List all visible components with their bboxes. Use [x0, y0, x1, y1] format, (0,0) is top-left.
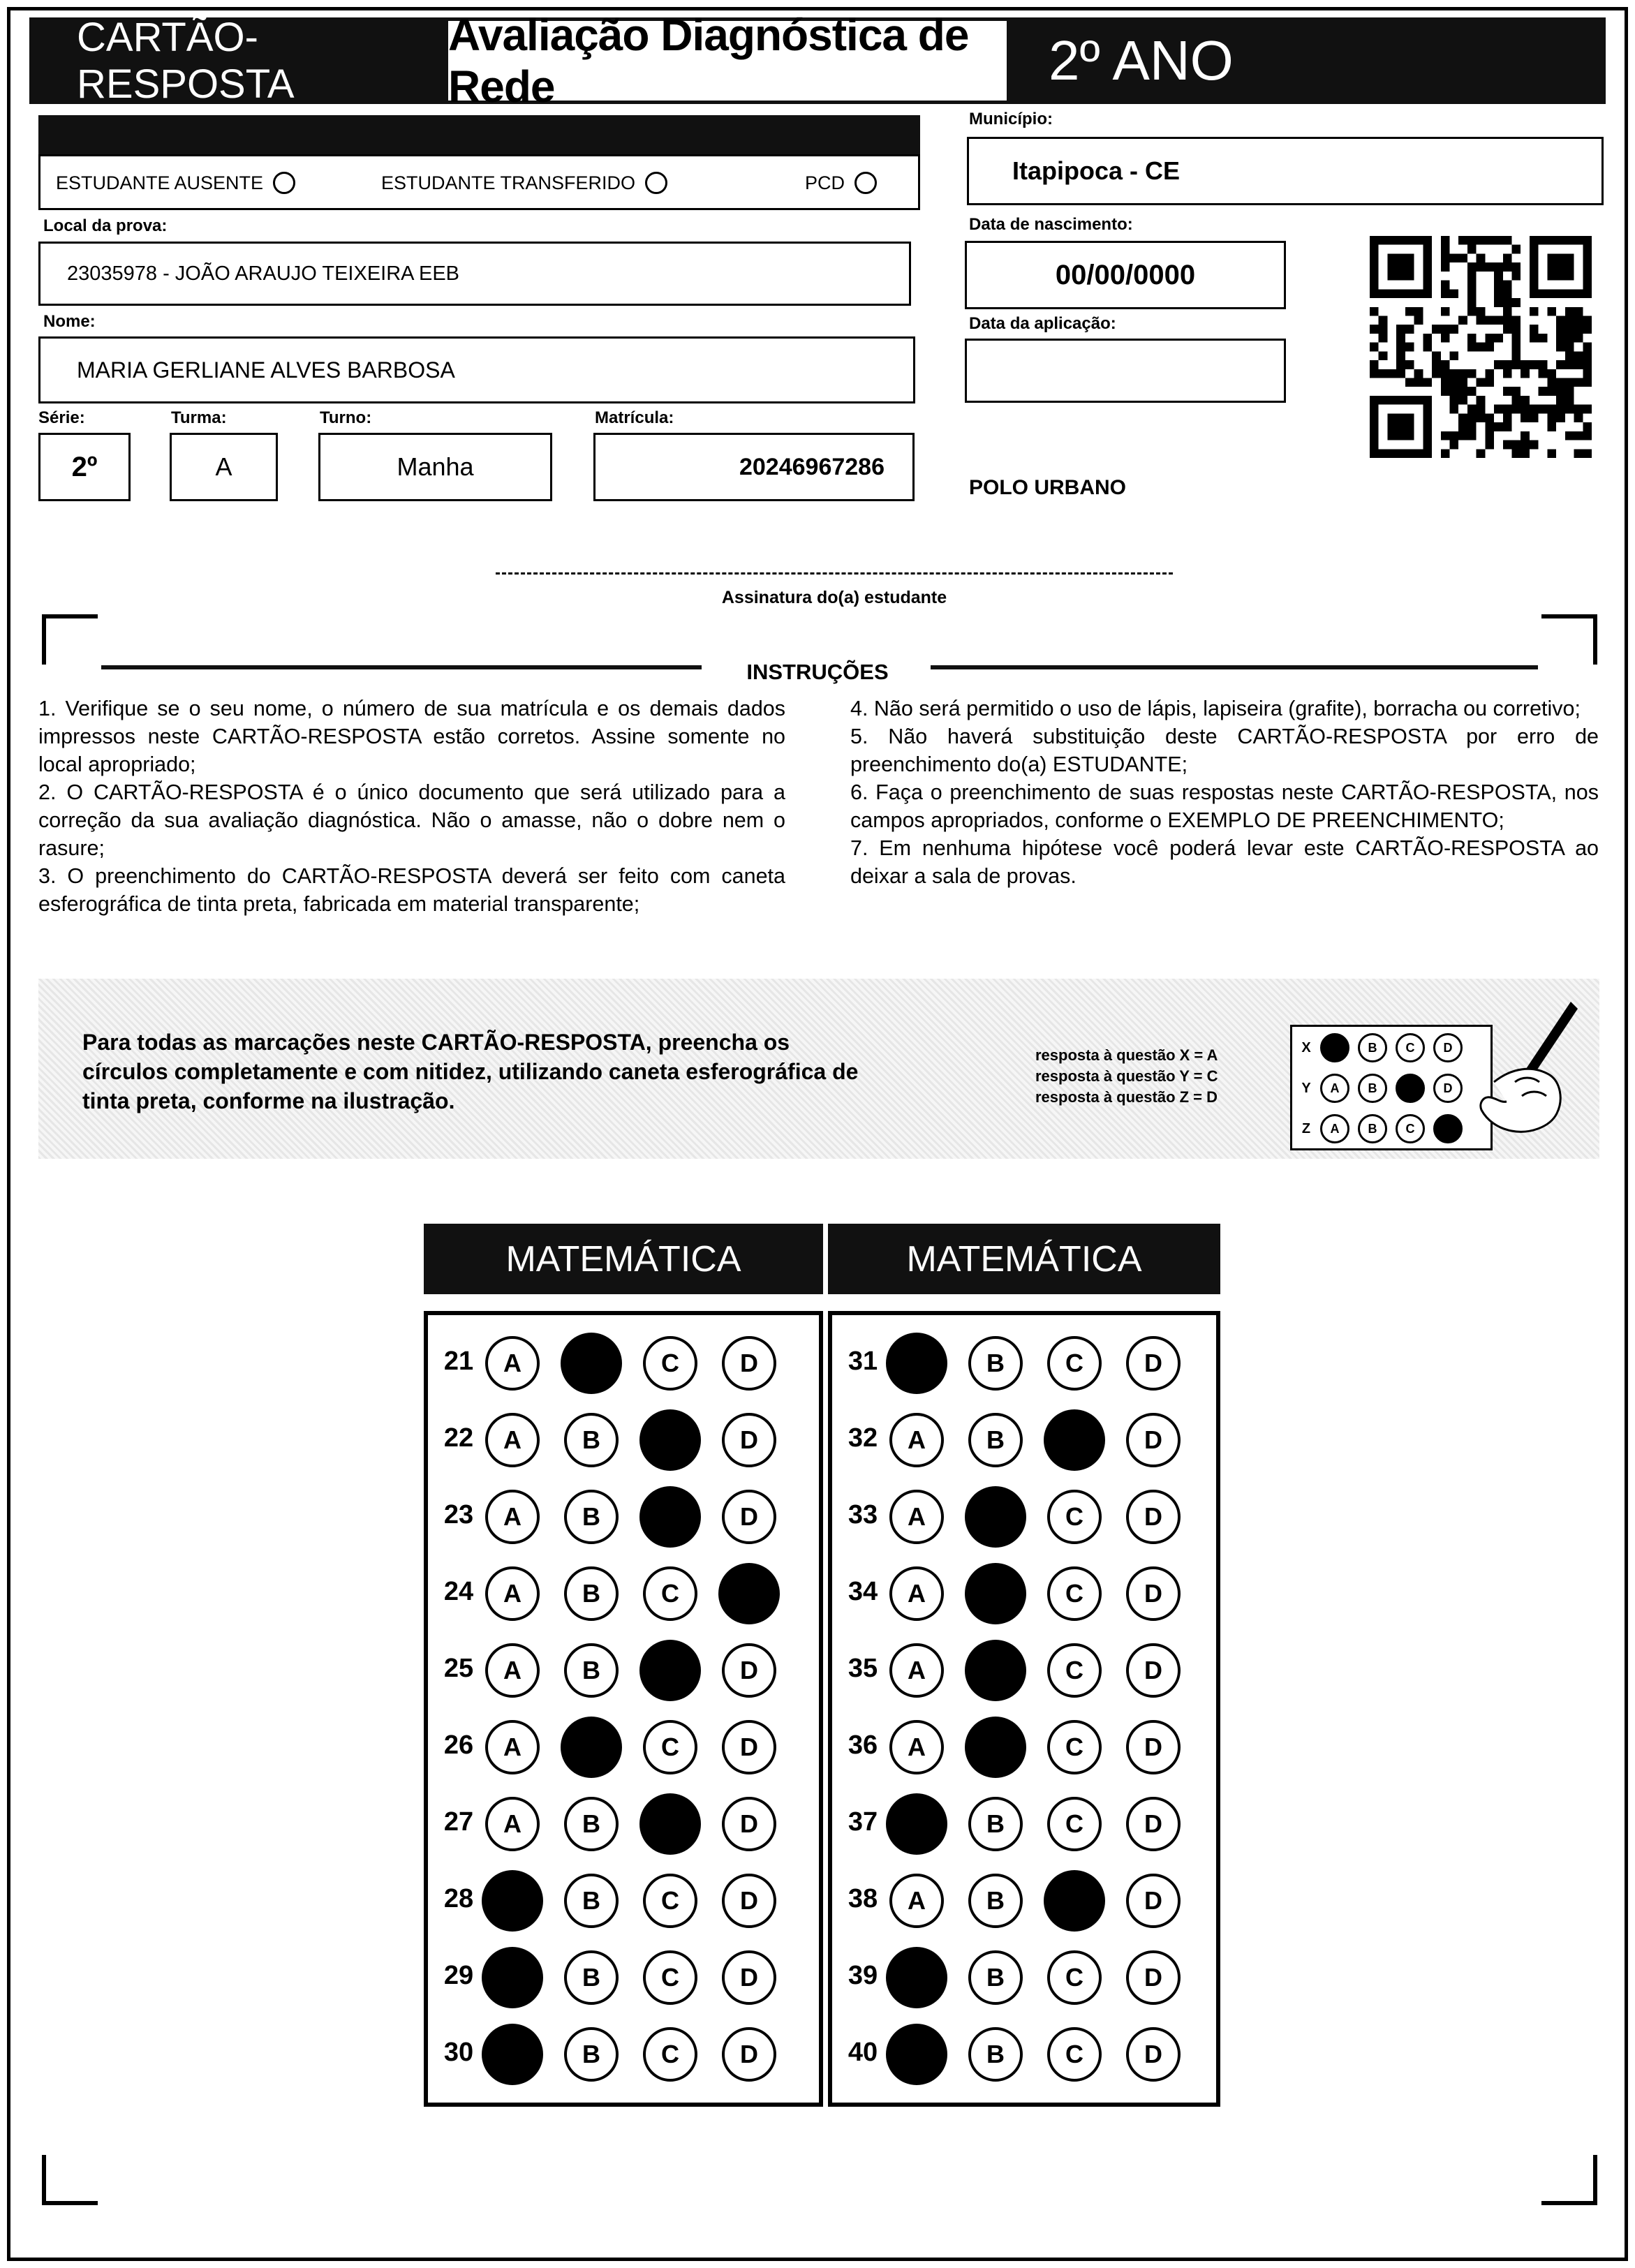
example-row	[1292, 1108, 1490, 1150]
status-transferred[interactable]	[381, 172, 667, 194]
answer-bubble-d[interactable]: D	[1126, 1797, 1181, 1851]
status-absent[interactable]	[56, 172, 295, 194]
example-bubble: A	[1320, 1074, 1349, 1103]
question-number: 38	[848, 1884, 878, 1913]
answer-bubble-b[interactable]	[965, 1717, 1026, 1778]
hand-pen-icon	[1473, 998, 1585, 1145]
status-box	[38, 154, 920, 210]
nascimento-field	[965, 241, 1286, 309]
answer-bubble-b[interactable]: B	[564, 1874, 619, 1928]
answer-bubble-c[interactable]: C	[643, 1720, 697, 1774]
answer-bubble-a[interactable]: A	[485, 1566, 540, 1621]
status-bar	[38, 115, 920, 154]
question-number: 35	[848, 1654, 878, 1683]
name-value: MARIA GERLIANE ALVES BARBOSA	[77, 357, 455, 383]
example-bubble: A	[1320, 1114, 1349, 1143]
answer-bubble-d[interactable]: D	[1126, 1566, 1181, 1621]
question-number: 22	[443, 1423, 474, 1453]
answer-bubble-a[interactable]	[886, 1793, 947, 1855]
nascimento-value: 00/00/0000	[1055, 259, 1196, 290]
header-grade: 2º ANO	[1049, 29, 1234, 91]
answer-grid-2	[828, 1311, 1220, 2107]
example-bubble	[1396, 1074, 1425, 1103]
answer-bubble-b[interactable]: B	[968, 1797, 1023, 1851]
instruction-item: 3. O preenchimento do CARTÃO-RESPOSTA deverá ser feito com caneta esferográfica de tinta preta, fabricada em material transparente;	[38, 864, 785, 916]
answer-bubble-c[interactable]	[1044, 1870, 1105, 1932]
example-legend-item: resposta à questão Y = C	[1035, 1067, 1218, 1085]
serie-field	[38, 433, 131, 501]
question-row	[832, 1325, 1216, 1402]
answer-bubble-c[interactable]: C	[1047, 1566, 1102, 1621]
question-row	[832, 1862, 1216, 1939]
subject-header-1: MATEMÁTICA	[424, 1224, 823, 1294]
answer-bubble-b[interactable]: B	[564, 1950, 619, 2005]
answer-bubble-c[interactable]: C	[1047, 1720, 1102, 1774]
answer-bubble-b[interactable]: B	[968, 1874, 1023, 1928]
instructions-title: INSTRUÇÕES	[746, 660, 889, 684]
question-number: 29	[443, 1961, 474, 1990]
subject-header-2: MATEMÁTICA	[828, 1224, 1220, 1294]
answer-bubble-b[interactable]	[561, 1717, 622, 1778]
answer-bubble-c[interactable]	[639, 1793, 701, 1855]
question-row	[832, 1786, 1216, 1862]
answer-bubble-a[interactable]	[886, 2024, 947, 2085]
answer-bubble-a[interactable]: A	[889, 1874, 944, 1928]
answer-bubble-d[interactable]: D	[722, 1874, 776, 1928]
example-bubble: B	[1358, 1033, 1387, 1062]
status-absent-label: ESTUDANTE AUSENTE	[56, 172, 264, 193]
answer-bubble-d[interactable]: D	[1126, 1490, 1181, 1544]
matricula-label: Matrícula:	[595, 408, 674, 427]
answer-bubble-a[interactable]: A	[485, 1797, 540, 1851]
answer-bubble-d[interactable]: D	[1126, 1413, 1181, 1467]
answer-bubble-b[interactable]	[561, 1333, 622, 1394]
answer-bubble-a[interactable]: A	[889, 1566, 944, 1621]
example-bubble: D	[1433, 1074, 1463, 1103]
question-row	[428, 1632, 819, 1709]
question-row	[428, 1325, 819, 1402]
answer-bubble-c[interactable]: C	[1047, 1797, 1102, 1851]
turma-label: Turma:	[171, 408, 227, 427]
answer-bubble-a[interactable]: A	[485, 1720, 540, 1774]
answer-bubble-c[interactable]: C	[1047, 1643, 1102, 1698]
question-row	[428, 1939, 819, 2016]
answer-bubble-b[interactable]: B	[968, 1413, 1023, 1467]
question-number: 37	[848, 1807, 878, 1837]
answer-bubble-c[interactable]	[1044, 1409, 1105, 1471]
question-number: 25	[443, 1654, 474, 1683]
example-row	[1292, 1027, 1490, 1069]
question-row	[428, 2016, 819, 2093]
aplicacao-label: Data da aplicação:	[969, 314, 1116, 333]
serie-label: Série:	[38, 408, 85, 427]
example-bubble	[1320, 1033, 1349, 1062]
answer-bubble-c[interactable]: C	[643, 1874, 697, 1928]
answer-bubble-c[interactable]	[639, 1640, 701, 1701]
header-title-left: CARTÃO-RESPOSTA	[77, 15, 295, 107]
municipio-value: Itapipoca - CE	[1012, 156, 1181, 185]
answer-bubble-a[interactable]: A	[889, 1643, 944, 1698]
corner-mark-top-left	[42, 614, 98, 665]
example-bubble: C	[1396, 1114, 1425, 1143]
answer-bubble-b[interactable]: B	[564, 1643, 619, 1698]
municipio-field	[967, 137, 1604, 205]
answer-bubble-d[interactable]	[718, 1563, 780, 1624]
question-number: 31	[848, 1347, 878, 1376]
question-row	[428, 1862, 819, 1939]
turno-field	[318, 433, 552, 501]
status-pcd[interactable]	[805, 172, 877, 194]
answer-bubble-c[interactable]: C	[1047, 1336, 1102, 1391]
instruction-item: 7. Em nenhuma hipótese você poderá levar este CARTÃO-RESPOSTA ao deixar a sala de provas.	[850, 836, 1599, 888]
answer-bubble-a[interactable]	[886, 1947, 947, 2008]
nascimento-label: Data de nascimento:	[969, 215, 1133, 234]
answer-bubble-d[interactable]: D	[722, 1490, 776, 1544]
example-row-label: Y	[1301, 1080, 1311, 1096]
question-row	[428, 1555, 819, 1632]
serie-value: 2º	[71, 451, 98, 482]
instruction-item: 4. Não será permitido o uso de lápis, lapiseira (grafite), borracha ou corretivo;	[850, 697, 1581, 720]
turma-field	[170, 433, 278, 501]
example-legend	[1035, 1045, 1273, 1108]
instruction-item: 1. Verifique se o seu nome, o número de sua matrícula e os demais dados impressos neste CARTÃO-RESPOSTA estão corretos. Assine somente no local apropriado;	[38, 697, 785, 776]
status-pcd-label: PCD	[805, 172, 845, 193]
question-row	[832, 2016, 1216, 2093]
example-bubble: C	[1396, 1033, 1425, 1062]
instruction-item: 5. Não haverá substituição deste CARTÃO-RESPOSTA por erro de preenchimento do(a) ESTUDANTE;	[850, 725, 1599, 776]
answer-bubble-d[interactable]: D	[722, 2027, 776, 2082]
example-row-label: X	[1301, 1039, 1311, 1055]
question-number: 39	[848, 1961, 878, 1990]
answer-bubble-d[interactable]: D	[722, 1643, 776, 1698]
matricula-value: 20246967286	[739, 453, 885, 480]
status-absent-bubble[interactable]	[273, 172, 295, 194]
turno-label: Turno:	[320, 408, 372, 427]
answer-bubble-c[interactable]: C	[643, 1950, 697, 2005]
name-field	[38, 336, 915, 403]
answer-bubble-a[interactable]	[886, 1333, 947, 1394]
answer-bubble-b[interactable]	[965, 1563, 1026, 1624]
example-bubble: B	[1358, 1074, 1387, 1103]
question-row	[428, 1478, 819, 1555]
answer-bubble-b[interactable]	[965, 1486, 1026, 1548]
status-pcd-bubble[interactable]	[855, 172, 877, 194]
municipio-label: Município:	[969, 110, 1053, 128]
answer-bubble-a[interactable]: A	[485, 1643, 540, 1698]
answer-bubble-a[interactable]: A	[889, 1720, 944, 1774]
turma-value: A	[215, 452, 232, 481]
question-row	[832, 1709, 1216, 1786]
answer-bubble-c[interactable]: C	[643, 1336, 697, 1391]
question-number: 23	[443, 1500, 474, 1529]
example-legend-item: resposta à questão X = A	[1035, 1046, 1218, 1064]
question-number: 33	[848, 1500, 878, 1529]
answer-bubble-c[interactable]: C	[1047, 1490, 1102, 1544]
answer-bubble-d[interactable]: D	[1126, 1720, 1181, 1774]
question-row	[832, 1478, 1216, 1555]
answer-bubble-d[interactable]: D	[1126, 1643, 1181, 1698]
answer-bubble-b[interactable]: B	[564, 1797, 619, 1851]
answer-bubble-b[interactable]: B	[564, 1413, 619, 1467]
answer-bubble-a[interactable]: A	[485, 1490, 540, 1544]
question-row	[428, 1786, 819, 1862]
answer-bubble-c[interactable]	[639, 1486, 701, 1548]
answer-bubble-a[interactable]: A	[889, 1490, 944, 1544]
status-transferred-label: ESTUDANTE TRANSFERIDO	[381, 172, 636, 193]
aplicacao-field[interactable]	[965, 339, 1286, 403]
instruction-item: 6. Faça o preenchimento de suas respostas neste CARTÃO-RESPOSTA, nos campos apropriados, conforme o EXEMPLO DE PREENCHIMENTO;	[850, 780, 1599, 832]
example-bubble: D	[1433, 1033, 1463, 1062]
question-row	[428, 1402, 819, 1478]
question-row	[832, 1632, 1216, 1709]
example-row	[1292, 1067, 1490, 1109]
corner-mark-bottom-left	[42, 2155, 98, 2205]
question-number: 26	[443, 1730, 474, 1760]
example-row-label: Z	[1301, 1120, 1311, 1136]
corner-mark-top-right	[1541, 614, 1597, 665]
local-field	[38, 242, 911, 306]
answer-bubble-d[interactable]: D	[722, 1336, 776, 1391]
answer-bubble-d[interactable]: D	[1126, 1950, 1181, 2005]
answer-bubble-c[interactable]: C	[1047, 2027, 1102, 2082]
answer-bubble-c[interactable]	[639, 1409, 701, 1471]
answer-bubble-a[interactable]: A	[889, 1413, 944, 1467]
example-bubble: B	[1358, 1114, 1387, 1143]
instructions-left-column	[38, 695, 785, 918]
instructions-right-column	[850, 695, 1599, 890]
status-transferred-bubble[interactable]	[645, 172, 667, 194]
answer-bubble-c[interactable]: C	[643, 1566, 697, 1621]
question-row	[832, 1555, 1216, 1632]
answer-bubble-d[interactable]: D	[722, 1720, 776, 1774]
signature-line	[496, 572, 1173, 575]
answer-bubble-d[interactable]: D	[722, 1413, 776, 1467]
matricula-field	[593, 433, 915, 501]
answer-bubble-b[interactable]: B	[564, 2027, 619, 2082]
question-number: 34	[848, 1577, 878, 1606]
answer-bubble-b[interactable]: B	[564, 1490, 619, 1544]
question-number: 21	[443, 1347, 474, 1376]
answer-bubble-d[interactable]: D	[722, 1797, 776, 1851]
question-number: 28	[443, 1884, 474, 1913]
answer-bubble-c[interactable]: C	[1047, 1950, 1102, 2005]
example-legend-item: resposta à questão Z = D	[1035, 1088, 1218, 1106]
qr-code	[1370, 236, 1592, 458]
example-grid	[1290, 1025, 1493, 1150]
answer-bubble-a[interactable]	[482, 1870, 543, 1932]
question-row	[832, 1402, 1216, 1478]
answer-bubble-d[interactable]: D	[722, 1950, 776, 2005]
question-number: 32	[848, 1423, 878, 1453]
question-number: 27	[443, 1807, 474, 1837]
answer-bubble-d[interactable]: D	[1126, 1336, 1181, 1391]
answer-bubble-d[interactable]: D	[1126, 1874, 1181, 1928]
answer-bubble-b[interactable]: B	[968, 1950, 1023, 2005]
answer-bubble-b[interactable]	[965, 1640, 1026, 1701]
answer-bubble-b[interactable]: B	[968, 1336, 1023, 1391]
local-value: 23035978 - JOÃO ARAUJO TEIXEIRA EEB	[67, 262, 460, 285]
answer-bubble-a[interactable]: A	[485, 1413, 540, 1467]
question-row	[428, 1709, 819, 1786]
example-bubble	[1433, 1114, 1463, 1143]
question-row	[832, 1939, 1216, 2016]
corner-mark-bottom-right	[1541, 2155, 1597, 2205]
answer-bubble-d[interactable]: D	[1126, 2027, 1181, 2082]
question-number: 40	[848, 2038, 878, 2067]
answer-bubble-a[interactable]	[482, 1947, 543, 2008]
instruction-item: 2. O CARTÃO-RESPOSTA é o único documento que será utilizado para a correção da sua avaliação diagnóstica. Não o amasse, não o dobre nem o rasure;	[38, 780, 785, 860]
answer-bubble-a[interactable]: A	[485, 1336, 540, 1391]
answer-bubble-b[interactable]: B	[968, 2027, 1023, 2082]
example-text: Para todas as marcações neste CARTÃO-RESPOSTA, preencha os círculos completamente e com nitidez, utilizando caneta esferográfica de tinta preta, conforme na ilustração.	[82, 1030, 859, 1113]
answer-bubble-a[interactable]	[482, 2024, 543, 2085]
answer-bubble-c[interactable]: C	[643, 2027, 697, 2082]
signature-label: Assinatura do(a) estudante	[721, 588, 947, 607]
answer-grid-1	[424, 1311, 823, 2107]
answer-bubble-b[interactable]: B	[564, 1566, 619, 1621]
turno-value: Manha	[397, 452, 474, 481]
question-number: 30	[443, 2038, 474, 2067]
polo-text: POLO URBANO	[969, 476, 1126, 499]
header-title-main: Avaliação Diagnóstica de Rede	[448, 21, 1007, 101]
question-number: 36	[848, 1730, 878, 1760]
local-label: Local da prova:	[43, 216, 168, 235]
name-label: Nome:	[43, 312, 96, 331]
question-number: 24	[443, 1577, 474, 1606]
